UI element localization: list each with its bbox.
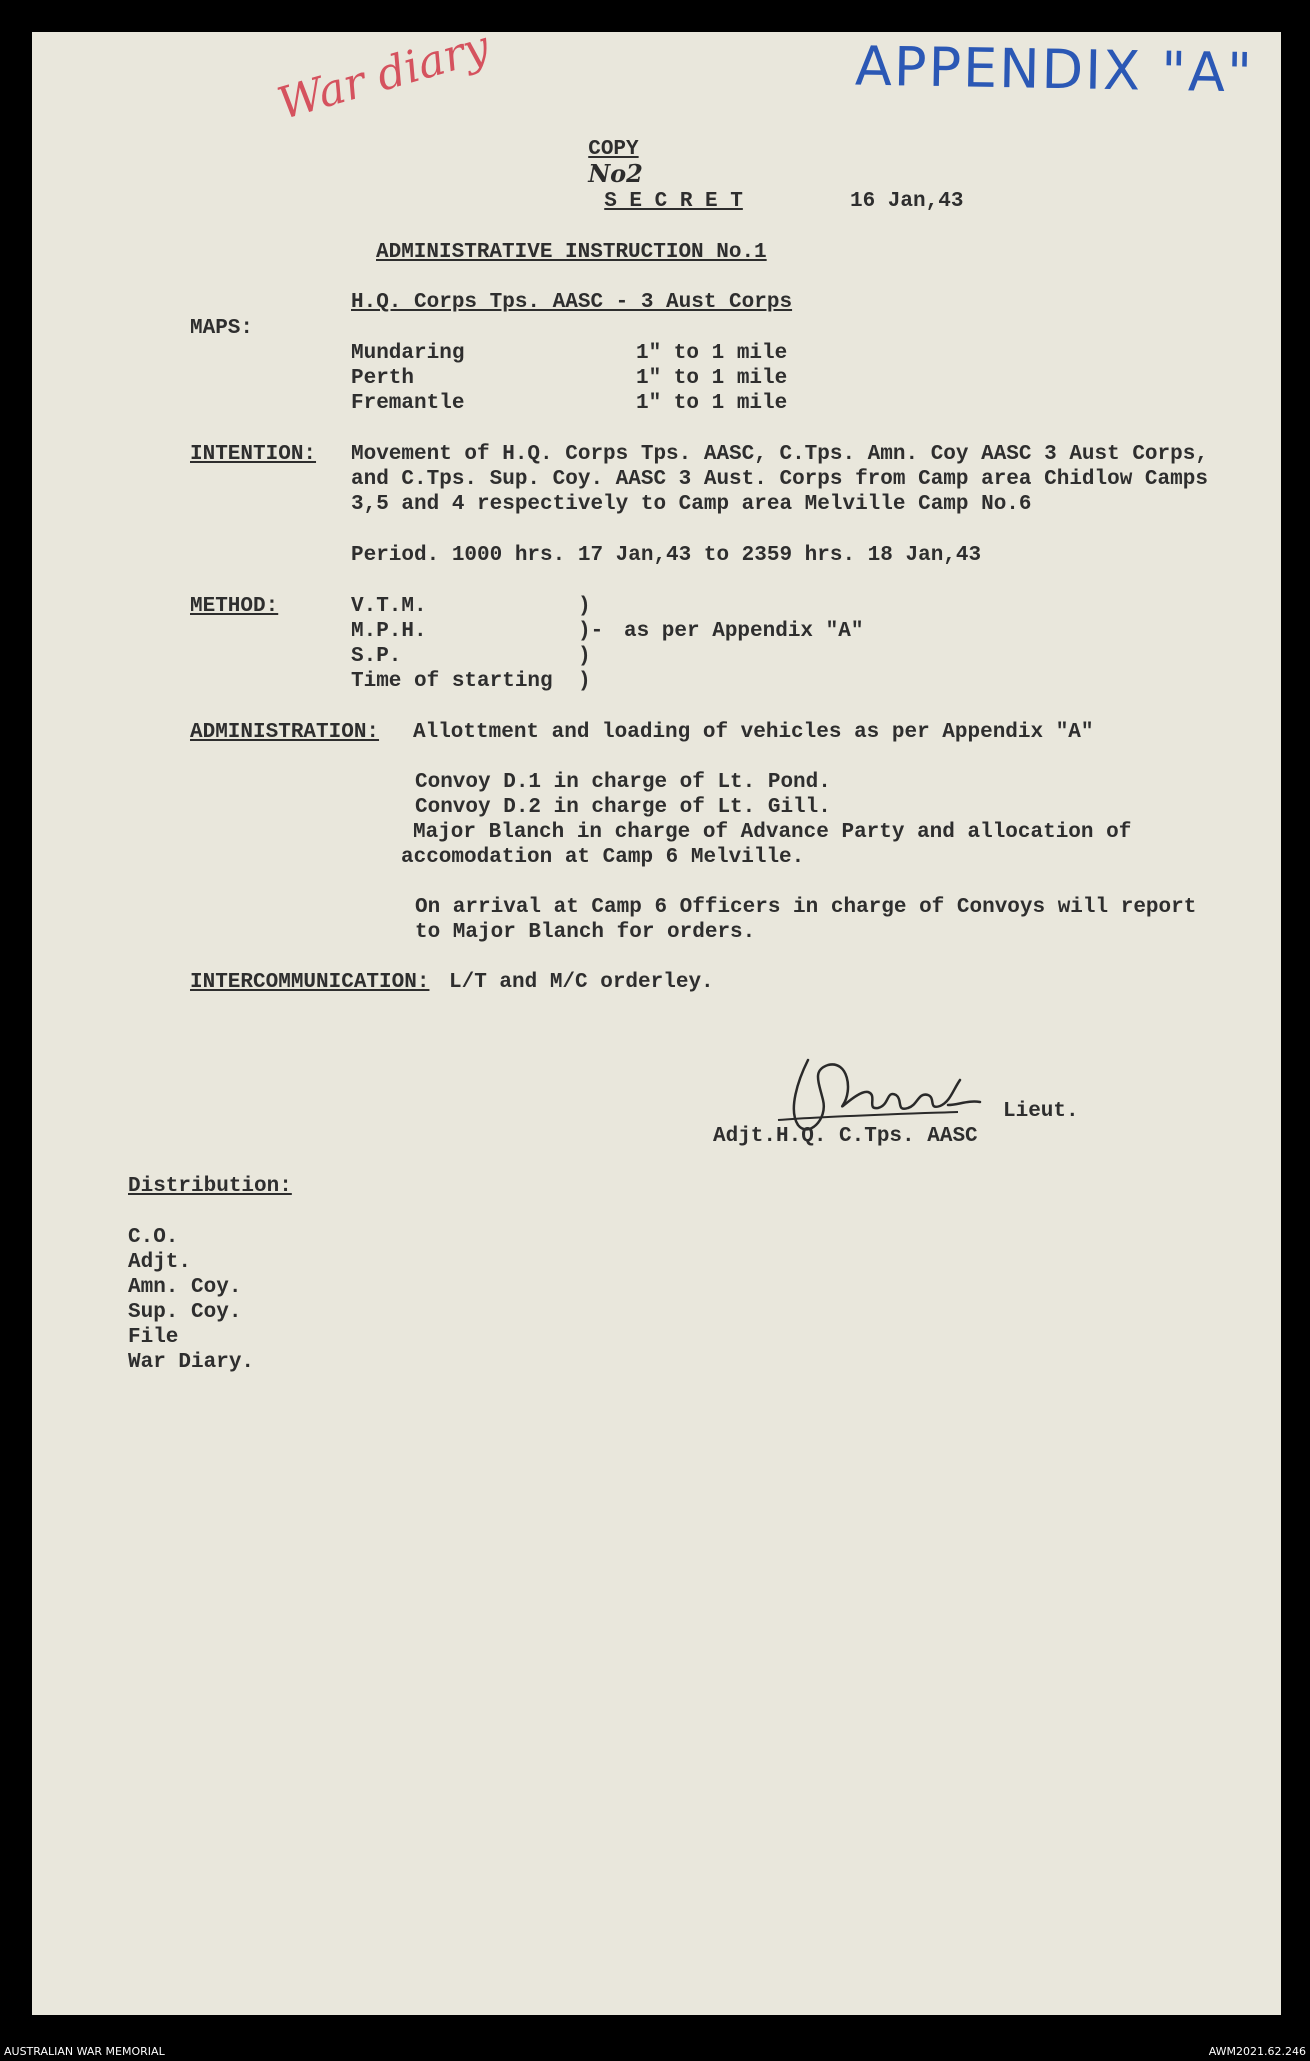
distribution-item: File	[128, 1326, 179, 1349]
map-scale: 1" to 1 mile	[636, 342, 788, 365]
convoy-line: Convoy D.1 in charge of Lt. Pond.	[415, 771, 831, 794]
intercommunication-text: L/T and M/C orderley.	[449, 971, 714, 994]
war-diary-annotation: War diary	[272, 21, 495, 130]
method-item: M.P.H.	[351, 620, 427, 643]
method-item: Time of starting	[351, 670, 553, 693]
distribution-label: Distribution:	[128, 1175, 292, 1198]
map-scale: 1" to 1 mile	[636, 392, 788, 415]
intention-line: 3,5 and 4 respectively to Camp area Melville Camp No.6	[351, 493, 1032, 516]
convoy-line: Convoy D.2 in charge of Lt. Gill.	[415, 796, 831, 819]
secret-label: S E C R E T	[604, 190, 743, 213]
distribution-item: Adjt.	[128, 1251, 192, 1274]
map-name: Fremantle	[351, 392, 465, 415]
arrival-line: to Major Blanch for orders.	[415, 921, 756, 944]
intention-label: INTENTION:	[190, 443, 317, 466]
maps-label: MAPS:	[190, 317, 254, 340]
appendix-annotation: APPENDIX "A"	[854, 34, 1255, 105]
method-bracket: )-	[578, 620, 604, 643]
method-item: V.T.M.	[351, 595, 427, 618]
document-date: 16 Jan,43	[850, 190, 964, 213]
map-name: Perth	[351, 367, 415, 390]
method-item: S.P.	[351, 645, 402, 668]
map-scale: 1" to 1 mile	[636, 367, 788, 390]
method-label: METHOD:	[190, 595, 279, 618]
copy-label: COPY	[588, 138, 639, 161]
intercommunication-label: INTERCOMMUNICATION:	[190, 971, 430, 994]
map-name: Mundaring	[351, 342, 465, 365]
archive-credit: AUSTRALIAN WAR MEMORIAL	[4, 2045, 165, 2058]
distribution-item: Sup. Coy.	[128, 1301, 242, 1324]
intention-line: Movement of H.Q. Corps Tps. AASC, C.Tps. Amn. Coy AASC 3 Aust Corps,	[351, 443, 1208, 466]
method-note: as per Appendix "A"	[624, 620, 864, 643]
copy-number: No2	[588, 159, 643, 188]
method-bracket: )	[578, 670, 591, 693]
intention-period: Period. 1000 hrs. 17 Jan,43 to 2359 hrs. 18 Jan,43	[351, 544, 982, 567]
administration-label: ADMINISTRATION:	[190, 721, 380, 744]
signature-rank: Lieut.	[1003, 1100, 1079, 1123]
method-bracket: )	[578, 645, 591, 668]
distribution-item: Amn. Coy.	[128, 1276, 242, 1299]
unit-heading: H.Q. Corps Tps. AASC - 3 Aust Corps	[351, 291, 793, 314]
distribution-item: War Diary.	[128, 1351, 255, 1374]
document-title: ADMINISTRATIVE INSTRUCTION No.1	[376, 241, 767, 264]
arrival-line: On arrival at Camp 6 Officers in charge of Convoys will report	[415, 896, 1197, 919]
intention-line: and C.Tps. Sup. Coy. AASC 3 Aust. Corps from Camp area Chidlow Camps	[351, 468, 1208, 491]
distribution-item: C.O.	[128, 1226, 179, 1249]
administration-intro: Allottment and loading of vehicles as per Appendix "A"	[413, 721, 1094, 744]
major-line: Major Blanch in charge of Advance Party and allocation of	[413, 821, 1132, 844]
signature-title: Adjt.H.Q. C.Tps. AASC	[713, 1125, 978, 1148]
major-line: accomodation at Camp 6 Melville.	[401, 846, 805, 869]
archive-reference: AWM2021.62.246	[1208, 2045, 1306, 2058]
method-bracket: )	[578, 595, 591, 618]
copy-line	[563, 114, 743, 214]
